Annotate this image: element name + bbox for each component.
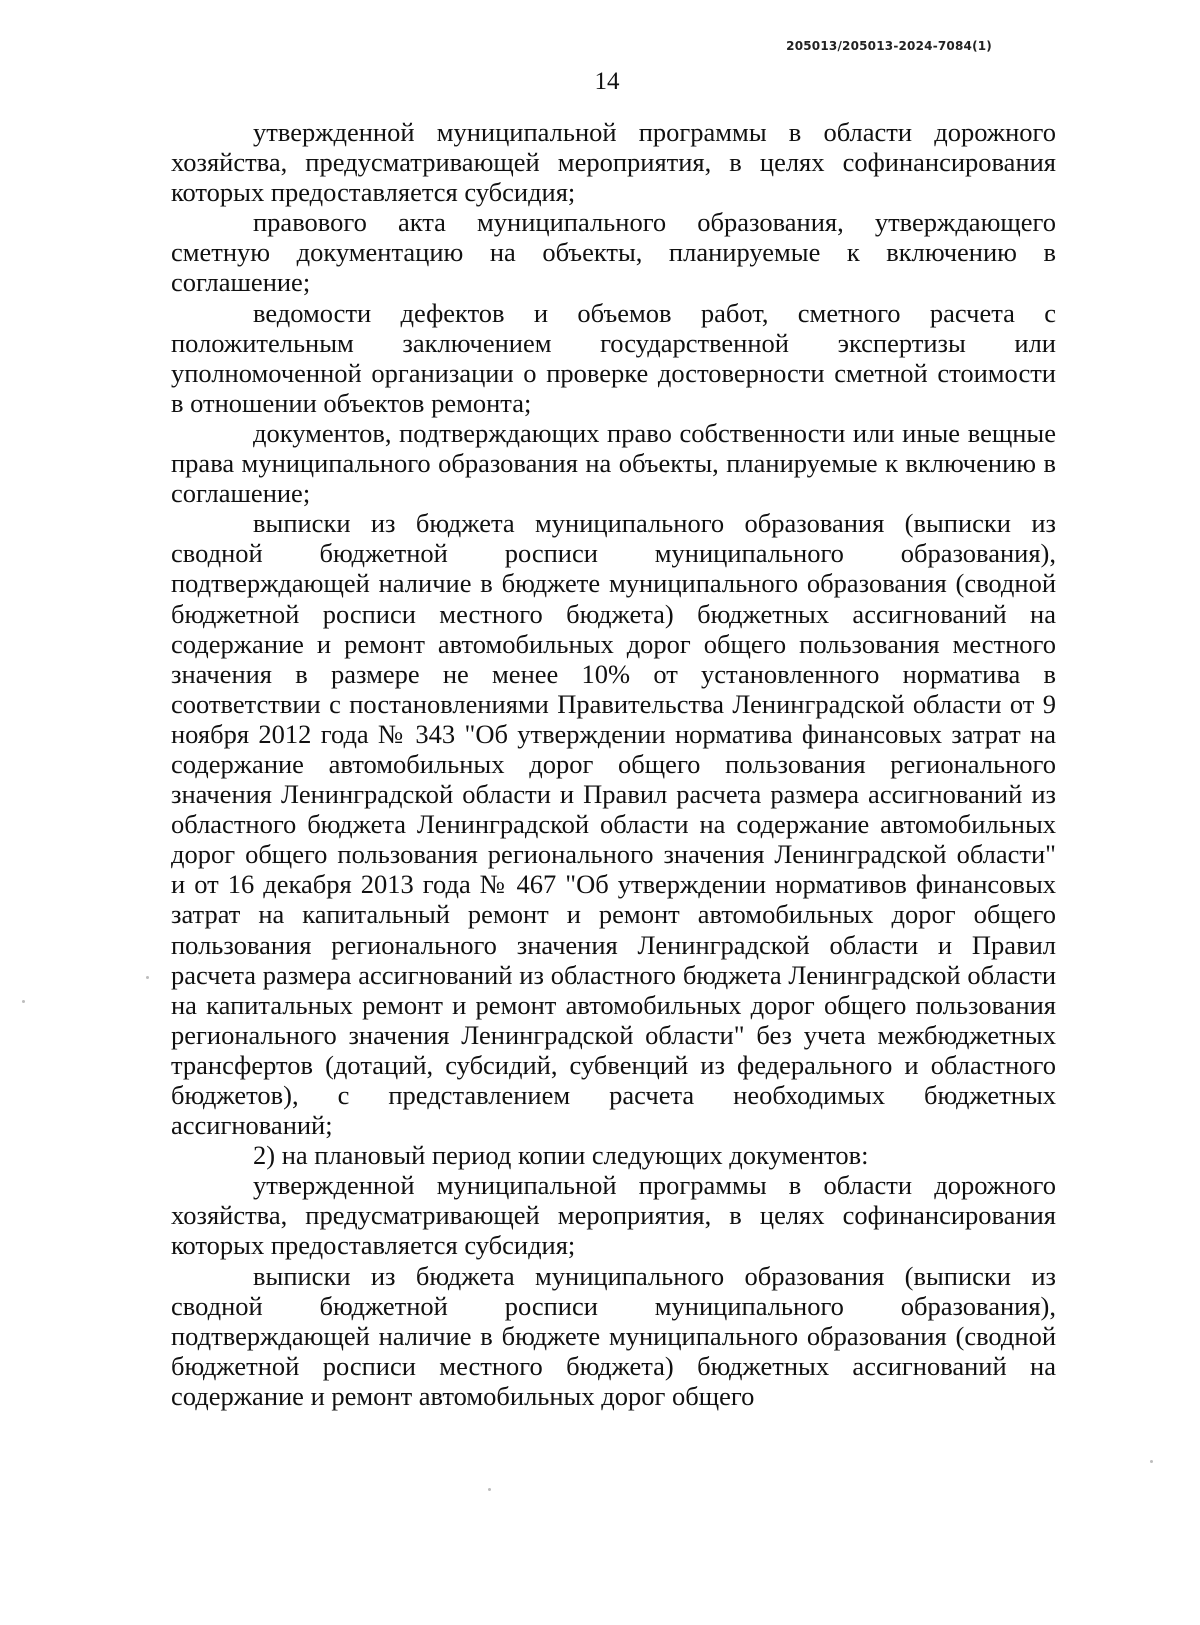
document-body xyxy=(171,117,1056,1411)
paragraph: ведомости дефектов и объемов работ, сметного расчета с положительным заключением государственной экспертизы или уполномоченной организации о проверке достоверности сметной стоимости в отношении объектов ремонта; xyxy=(171,297,1056,418)
paragraph: выписки из бюджета муниципального образования (выписки из сводной бюджетной росписи муниципального образования), подтверждающей наличие в бюджете муниципального образования (сводной бюджетной росписи местного бюджета) бюджетных ассигнований на содержание и ремонт автомобильных дорог общего пользования местного значения в размере не менее 10% от установленного норматива в соответствии с постановлениями Правительства Ленинградской области от 9 ноября 2012 года № 343 "Об утверждении норматива финансовых затрат на содержание автомобильных дорог общего пользования регионального значения Ленинградской области и Правил расчета размера ассигнований из областного бюджета Ленинградской области на содержание автомобильных дорог общего пользования регионального значения Ленинградской области" и от 16 декабря 2013 года № 467 "Об утверждении нормативов финансовых затрат на капитальный ремонт и ремонт автомобильных дорог общего пользования регионального значения Ленинградской области и Правил расчета размера ассигнований из областного бюджета Ленинградской области на капитальных ремонт и ремонт автомобильных дорог общего пользования регионального значения Ленинградской области" без учета межбюджетных трансфертов (дотаций, субсидий, субвенций из федерального и областного бюджетов), с представлением расчета необходимых бюджетных ассигнований; xyxy=(171,508,1056,1141)
scan-speck xyxy=(22,1000,25,1003)
scan-speck xyxy=(146,976,149,979)
page-number: 14 xyxy=(594,68,620,95)
paragraph: утвержденной муниципальной программы в области дорожного хозяйства, предусматривающей мероприятия, в целях софинансирования которых предоставляется субсидия; xyxy=(171,117,1056,208)
paragraph: утвержденной муниципальной программы в области дорожного хозяйства, предусматривающей мероприятия, в целях софинансирования которых предоставляется субсидия; xyxy=(171,1170,1056,1261)
paragraph: документов, подтверждающих право собственности или иные вещные права муниципального образования на объекты, планируемые к включению в соглашение; xyxy=(171,417,1056,509)
scan-speck xyxy=(1150,1460,1153,1463)
scan-speck xyxy=(488,1488,491,1491)
paragraph: правового акта муниципального образования, утверждающего сметную документацию на объекты, планируемые к включению в соглашение; xyxy=(171,207,1056,298)
paragraph: выписки из бюджета муниципального образования (выписки из сводной бюджетной росписи муниципального образования), подтверждающей наличие в бюджете муниципального образования (сводной бюджетной росписи местного бюджета) бюджетных ассигнований на содержание и ремонт автомобильных дорог общего xyxy=(171,1260,1056,1411)
paragraph: 2) на плановый период копии следующих документов: xyxy=(253,1140,869,1171)
document-id: 205013/205013-2024-7084(1) xyxy=(786,39,992,53)
